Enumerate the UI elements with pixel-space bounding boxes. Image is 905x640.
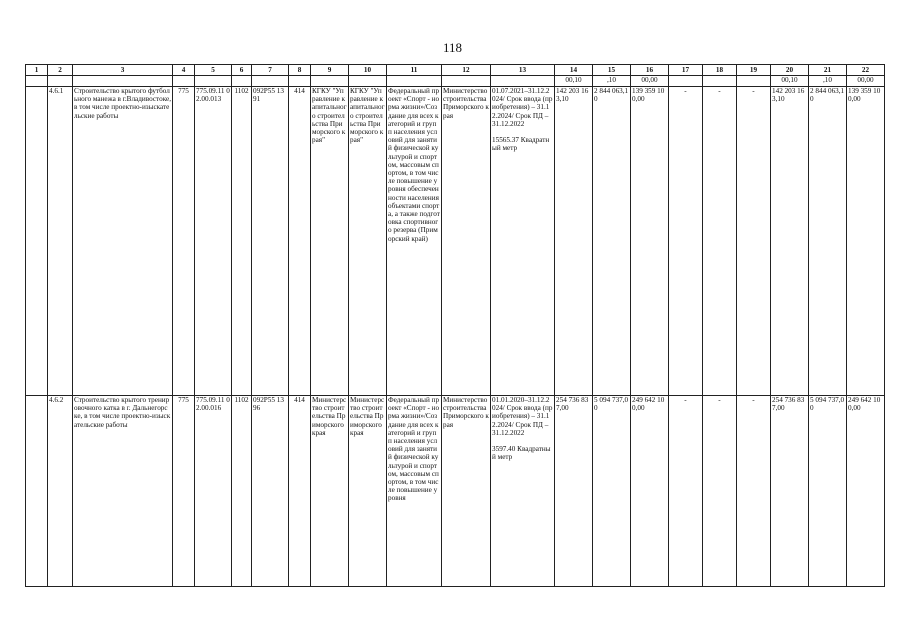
table-cell-col-8: 414	[289, 87, 311, 396]
continuation-cell	[737, 76, 771, 87]
column-number-header: 22	[847, 65, 885, 76]
column-number-header: 6	[232, 65, 252, 76]
table-cell-col-9: КГКУ "Управление капитального строительства Приморского края"	[311, 87, 349, 396]
table-cell-col-3: Строительство крытого тренировочного катка в г. Дальнегорске, в том числе проектно-изыскательские работы	[73, 396, 173, 587]
table-cell-col-3: Строительство крытого футбольного манежа в г.Владивостоке, в том числе проектно-изыскательские работы	[73, 87, 173, 396]
table-cell-col-1	[26, 87, 48, 396]
column-number-header: 2	[48, 65, 73, 76]
table-cell-col-13: 01.07.2021–31.12.2024/ Срок ввода (приобретения) – 31.12.2024/ Срок ПД – 31.12.2022 15565.37 Квадратный метр	[491, 87, 555, 396]
continuation-cell	[703, 76, 737, 87]
continuation-cell	[232, 76, 252, 87]
table-row	[26, 396, 885, 587]
table-cell-col-4: 775	[173, 87, 195, 396]
table-cell-col-8: 414	[289, 396, 311, 587]
column-number-header: 17	[669, 65, 703, 76]
column-number-header: 18	[703, 65, 737, 76]
column-number-header: 13	[491, 65, 555, 76]
table-cell-col-22: 249 642 100,00	[847, 396, 885, 587]
table-cell-col-1	[26, 396, 48, 587]
table-cell-col-18: -	[703, 396, 737, 587]
continuation-cell	[311, 76, 349, 87]
continuation-cell	[491, 76, 555, 87]
table-cell-col-16: 249 642 100,00	[631, 396, 669, 587]
table-cell-col-14: 254 736 837,00	[555, 396, 593, 587]
table-cell-col-12: Министерство строительства Приморского края	[442, 396, 491, 587]
page-number: 118	[442, 40, 463, 55]
column-number-header: 12	[442, 65, 491, 76]
table-cell-col-10: Министерство строительства Приморского края	[349, 396, 387, 587]
table-cell-col-15: 2 844 063,10	[593, 87, 631, 396]
table-cell-col-13: 01.01.2020–31.12.2024/ Срок ввода (приобретения) – 31.12.2024/ Срок ПД – 31.12.2022 3597.40 Квадратный метр	[491, 396, 555, 587]
table-cell-col-15: 5 094 737,00	[593, 396, 631, 587]
continuation-cell	[252, 76, 289, 87]
column-number-header: 14	[555, 65, 593, 76]
table-cell-col-12: Министерство строительства Приморского края	[442, 87, 491, 396]
column-number-header: 21	[809, 65, 847, 76]
table-cell-col-2: 4.6.1	[48, 87, 73, 396]
table-cell-col-18: -	[703, 87, 737, 396]
column-number-header: 3	[73, 65, 173, 76]
column-number-header: 9	[311, 65, 349, 76]
table-cell-col-14: 142 203 163,10	[555, 87, 593, 396]
column-number-header: 20	[771, 65, 809, 76]
table-cell-col-10: КГКУ "Управление капитального строительства Приморского края"	[349, 87, 387, 396]
table-cell-col-20: 254 736 837,00	[771, 396, 809, 587]
table-cell-col-21: 5 094 737,00	[809, 396, 847, 587]
column-number-row	[26, 65, 885, 76]
table-cell-col-17: -	[669, 396, 703, 587]
budget-table	[25, 64, 885, 587]
table-cell-col-7: 092P55 1391	[252, 87, 289, 396]
table-cell-col-21: 2 844 063,10	[809, 87, 847, 396]
column-number-header: 8	[289, 65, 311, 76]
table-cell-col-16: 139 359 100,00	[631, 87, 669, 396]
column-number-header: 4	[173, 65, 195, 76]
table-cell-col-5: 775.09.11 02.00.016	[195, 396, 232, 587]
column-number-header: 11	[387, 65, 442, 76]
column-number-header: 7	[252, 65, 289, 76]
column-number-header: 5	[195, 65, 232, 76]
continuation-cell: 00,00	[847, 76, 885, 87]
continuation-cell	[349, 76, 387, 87]
continuation-cell	[669, 76, 703, 87]
table-cell-col-22: 139 359 100,00	[847, 87, 885, 396]
table-cell-col-6: 1102	[232, 396, 252, 587]
table-cell-col-19: -	[737, 87, 771, 396]
column-number-header: 19	[737, 65, 771, 76]
continuation-cell	[173, 76, 195, 87]
table-row	[26, 87, 885, 396]
continuation-cell: ,10	[593, 76, 631, 87]
table-cell-col-6: 1102	[232, 87, 252, 396]
column-number-header: 1	[26, 65, 48, 76]
continuation-cell: 00,00	[631, 76, 669, 87]
table-cell-col-19: -	[737, 396, 771, 587]
table-cell-col-17: -	[669, 87, 703, 396]
column-number-header: 16	[631, 65, 669, 76]
continuation-cell	[195, 76, 232, 87]
continuation-cell	[387, 76, 442, 87]
continuation-cell	[48, 76, 73, 87]
continuation-cell: 00,10	[555, 76, 593, 87]
table-cell-col-5: 775.09.11 02.00.013	[195, 87, 232, 396]
table-cell-col-11: Федеральный проект «Спорт - норма жизни»/Создание для всех категорий и групп населения условий для занятий физической культурой и спортом, массовым спортом, в том числе повышение уровня	[387, 396, 442, 587]
continuation-cell	[73, 76, 173, 87]
continuation-row	[26, 76, 885, 87]
table-cell-col-20: 142 203 163,10	[771, 87, 809, 396]
table-cell-col-7: 092P55 1396	[252, 396, 289, 587]
table-cell-col-9: Министерство строительства Приморского края	[311, 396, 349, 587]
continuation-cell	[442, 76, 491, 87]
continuation-cell: 00,10	[771, 76, 809, 87]
table-cell-col-2: 4.6.2	[48, 396, 73, 587]
table-cell-col-11: Федеральный проект «Спорт - норма жизни»/Создание для всех категорий и групп населения условий для занятий физической культурой и спортом, массовым спортом, в том числе повышение уровня обеспеченности населения объектами спорта, а также подготовка спортивного резерва (Приморский край)	[387, 87, 442, 396]
continuation-cell: ,10	[809, 76, 847, 87]
continuation-cell	[26, 76, 48, 87]
column-number-header: 10	[349, 65, 387, 76]
continuation-cell	[289, 76, 311, 87]
column-number-header: 15	[593, 65, 631, 76]
table-cell-col-4: 775	[173, 396, 195, 587]
